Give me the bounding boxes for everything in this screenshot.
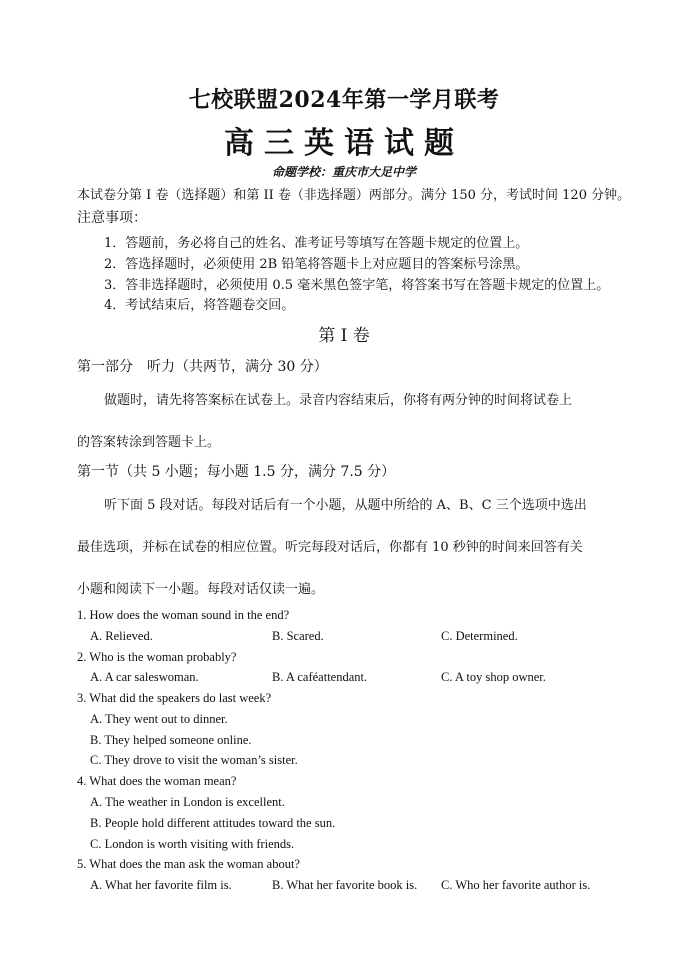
exam-title: 七校联盟2024年第一学月联考 [188, 87, 500, 113]
option: B. People hold different attitudes toward the sun. [90, 816, 336, 830]
notice-item: 1．答题前，务必将自己的姓名、准考证号等填写在答题卡规定的位置上。 [104, 236, 529, 251]
part-heading: 第一部分 听力（共两节，满分 30 分） [77, 359, 328, 375]
question-stem: 5. What does the man ask the woman about? [77, 857, 300, 871]
option: C. Determined. [441, 629, 518, 643]
option: B. A caféattendant. [272, 670, 368, 684]
option: A. Relieved. [90, 629, 153, 643]
volume-heading: 第 I 卷 [318, 326, 370, 346]
notice-title: 注意事项： [77, 210, 147, 226]
part-instruction: 做题时，请先将答案标在试卷上。录音内容结束后，你将有两分钟的时间将试卷上 [104, 393, 573, 408]
part-instruction: 的答案转涂到答题卡上。 [77, 435, 221, 450]
option: C. A toy shop owner. [441, 670, 546, 684]
option: B. Scared. [272, 629, 324, 643]
option: A. A car saleswoman. [90, 670, 199, 684]
intro-text: 本试卷分第 I 卷（选择题）和第 II 卷（非选择题）两部分。满分 150 分，考试时间 120 分钟。 [77, 188, 631, 203]
section-instruction: 小题和阅读下一小题。每段对话仅读一遍。 [77, 582, 325, 597]
section-instruction: 最佳选项，并标在试卷的相应位置。听完每段对话后，你都有 10 秒钟的时间来回答有关 [77, 540, 583, 555]
notice-item: 2．答选择题时，必须使用 2B 铅笔将答题卡上对应题目的答案标号涂黑。 [104, 257, 529, 272]
notice-item: 3．答非选择题时，必须使用 0.5 毫米黑色签字笔，将答案书写在答题卡规定的位置上。 [104, 278, 610, 293]
option: C. Who her favorite author is. [441, 878, 591, 892]
question-stem: 4. What does the woman mean? [77, 774, 237, 788]
exam-subtitle: 高三英语试题 [224, 126, 464, 161]
option: A. What her favorite film is. [90, 878, 232, 892]
option: C. They drove to visit the woman’s sister. [90, 753, 298, 767]
option: B. What her favorite book is. [272, 878, 418, 892]
option: A. The weather in London is excellent. [90, 795, 285, 809]
option: A. They went out to dinner. [90, 712, 228, 726]
school-line: 命题学校：重庆市大足中学 [271, 165, 416, 179]
question-stem: 3. What did the speakers do last week? [77, 691, 272, 705]
section-heading: 第一节（共 5 小题；每小题 1.5 分，满分 7.5 分） [77, 464, 396, 480]
option: C. London is worth visiting with friends. [90, 837, 295, 851]
question-stem: 1. How does the woman sound in the end? [77, 608, 290, 622]
question-stem: 2. Who is the woman probably? [77, 650, 237, 664]
option: B. They helped someone online. [90, 733, 252, 747]
notice-item: 4．考试结束后，将答题卷交回。 [104, 298, 295, 313]
section-instruction: 听下面 5 段对话。每段对话后有一个小题，从题中所给的 A、B、C 三个选项中选出 [104, 498, 587, 513]
